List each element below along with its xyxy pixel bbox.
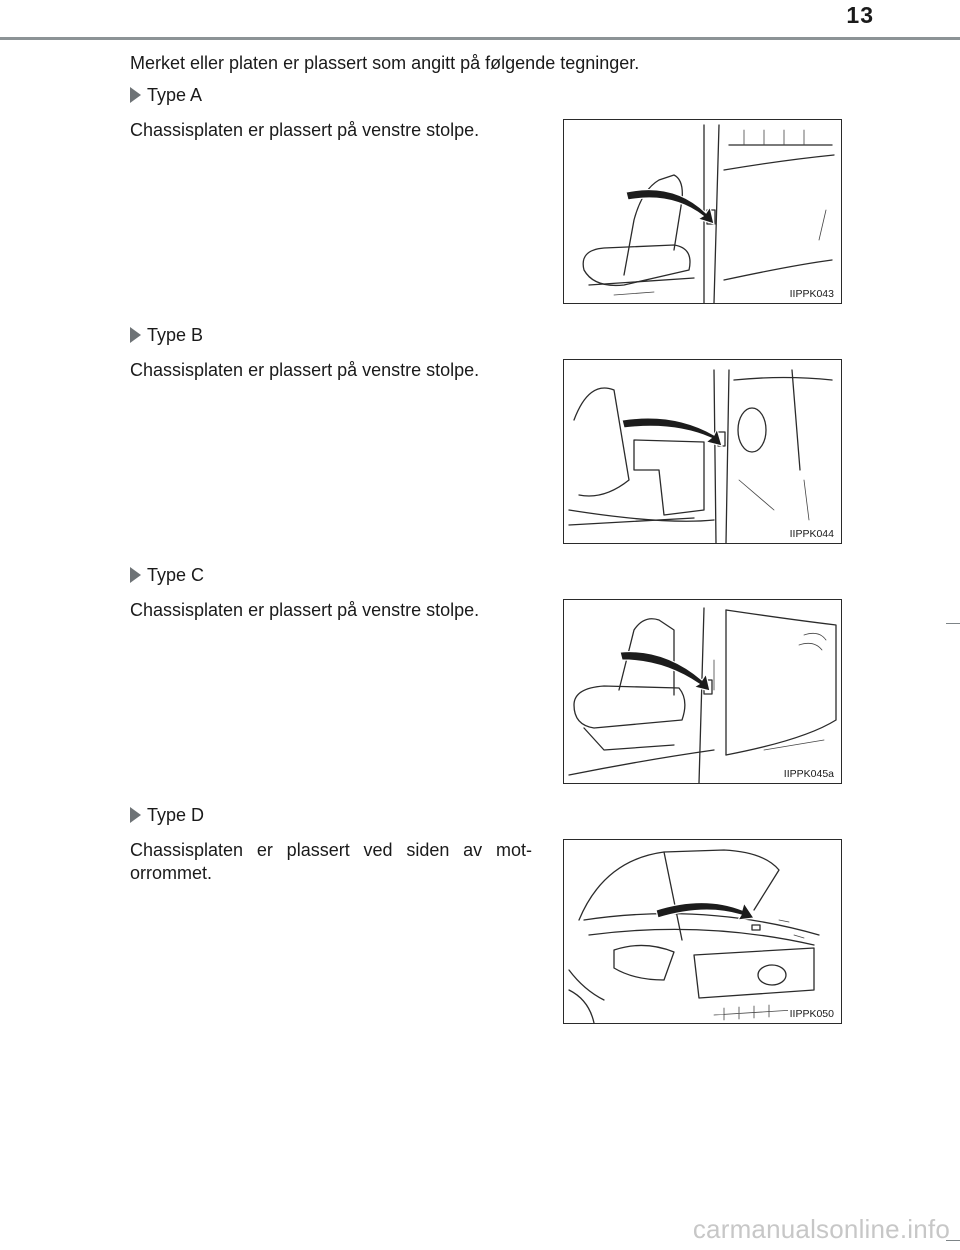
figure-code: IIPPK050: [789, 1008, 834, 1020]
triangle-bullet-icon: [130, 807, 141, 823]
type-description: Chassisplaten er plassert på venstre stolpe.: [130, 600, 480, 620]
type-heading: [130, 563, 842, 587]
type-heading: [130, 803, 842, 827]
type-description: Chassisplaten er plassert ved siden av mot-orrommet.: [130, 840, 532, 883]
edge-mark: [946, 623, 960, 624]
type-label: Type A: [147, 84, 203, 105]
type-label: Type B: [147, 324, 204, 345]
triangle-bullet-icon: [130, 327, 141, 343]
section-type-b: [130, 323, 842, 540]
type-label: Type D: [147, 804, 205, 825]
triangle-bullet-icon: [130, 567, 141, 583]
section-type-c: [130, 563, 842, 780]
seat-door-pillar-illustration: [564, 120, 841, 303]
figure-frame: [563, 119, 842, 304]
type-heading: [130, 323, 842, 347]
engine-compartment-illustration: [564, 840, 841, 1023]
section-type-a: [130, 83, 842, 300]
seat-door-pillar-illustration: [564, 360, 841, 543]
triangle-bullet-icon: [130, 87, 141, 103]
figure-frame: [563, 599, 842, 784]
watermark: carmanualsonline.info: [692, 1214, 950, 1244]
figure-code: IIPPK045a: [783, 768, 834, 780]
type-label: Type C: [147, 564, 205, 585]
type-description: Chassisplaten er plassert på venstre stolpe.: [130, 120, 480, 140]
header-rule: [0, 37, 960, 40]
figure-frame: [563, 359, 842, 544]
page-number: 13: [846, 2, 874, 28]
type-description: Chassisplaten er plassert på venstre stolpe.: [130, 360, 480, 380]
intro-text: Merket eller platen er plassert som angitt på følgende tegninger.: [130, 53, 640, 73]
figure-code: IIPPK044: [789, 528, 834, 540]
seat-door-pillar-illustration: [564, 600, 841, 783]
section-type-d: [130, 803, 842, 1020]
figure-code: IIPPK043: [789, 288, 834, 300]
type-heading: [130, 83, 842, 107]
figure-frame: [563, 839, 842, 1024]
